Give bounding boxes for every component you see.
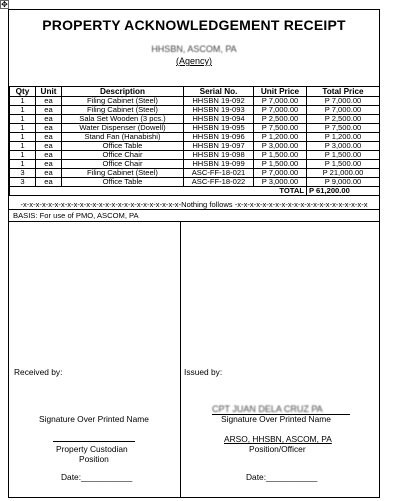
header-serial-no: Serial No. (184, 87, 254, 97)
signature-column-divider (180, 221, 181, 497)
table-row (10, 151, 380, 160)
cell-total-price: P 1,200.00 (307, 133, 380, 142)
total-row (10, 187, 380, 196)
cell-serial-no: HHSBN 19-098 (184, 151, 254, 160)
signature-section-border (9, 221, 379, 222)
cell-unit-price: P 7,500.00 (254, 124, 307, 133)
cell-serial-no: ASC-FF-18-022 (184, 178, 254, 187)
cell-description: Filing Cabinet (Steel) (62, 97, 184, 106)
table-row (10, 133, 380, 142)
cell-description: Sala Set Wooden (3 pcs.) (62, 115, 184, 124)
header-unit: Unit (36, 87, 62, 97)
table-row (10, 124, 380, 133)
cell-serial-no: HHSBN 19-093 (184, 106, 254, 115)
header-qty: Qty (10, 87, 36, 97)
cell-unit: ea (36, 160, 62, 169)
issued-signature-label: Signature Over Printed Name (221, 414, 331, 424)
cell-serial-no: HHSBN 19-099 (184, 160, 254, 169)
basis-text: BASIS: For use of PMO, ASCOM, PA (13, 211, 139, 220)
cell-unit: ea (36, 124, 62, 133)
received-position-line (53, 441, 135, 442)
cell-serial-no: HHSBN 19-094 (184, 115, 254, 124)
cell-description: Stand Fan (Hanabishi) (62, 133, 184, 142)
cell-total-price: P 7,500.00 (307, 124, 380, 133)
items-table (9, 86, 380, 196)
cell-unit-price: P 1,200.00 (254, 133, 307, 142)
cell-qty: 1 (10, 133, 36, 142)
cell-total-price: P 9,000.00 (307, 178, 380, 187)
form-title: PROPERTY ACKNOWLEDGEMENT RECEIPT (42, 17, 346, 33)
cell-description: Office Table (62, 178, 184, 187)
received-position-label: Position (79, 454, 109, 464)
header-description: Description (62, 87, 184, 97)
cell-total-price: P 1,500.00 (307, 151, 380, 160)
cell-description: Office Chair (62, 151, 184, 160)
table-row (10, 106, 380, 115)
cell-unit: ea (36, 97, 62, 106)
table-row (10, 169, 380, 178)
header-total-price: Total Price (307, 87, 380, 97)
cell-total-price: P 1,500.00 (307, 160, 380, 169)
cell-unit: ea (36, 151, 62, 160)
total-label: TOTAL (10, 187, 307, 196)
cell-unit-price: P 3,000.00 (254, 178, 307, 187)
cell-description: Filing Cabinet (Steel) (62, 169, 184, 178)
agency-name: HHSBN, ASCOM, PA (151, 44, 237, 54)
receipt-form (8, 9, 380, 498)
cell-unit-price: P 7,000.00 (254, 169, 307, 178)
table-header-row (10, 87, 380, 97)
table-row (10, 97, 380, 106)
cell-qty: 3 (10, 178, 36, 187)
issued-date: Date:___________ (246, 472, 318, 482)
cell-unit: ea (36, 169, 62, 178)
table-row (10, 178, 380, 187)
cell-description: Office Table (62, 142, 184, 151)
cell-unit-price: P 7,000.00 (254, 106, 307, 115)
items-body (10, 97, 380, 187)
cell-serial-no: ASC-FF-18-021 (184, 169, 254, 178)
received-date: Date:___________ (61, 472, 133, 482)
cell-serial-no: HHSBN 19-092 (184, 97, 254, 106)
cell-unit-price: P 1,500.00 (254, 160, 307, 169)
cell-total-price: P 7,000.00 (307, 106, 380, 115)
agency-label-text: (Agency) (175, 56, 212, 66)
cell-unit: ea (36, 178, 62, 187)
issued-by-heading: Issued by: (184, 367, 223, 377)
cell-total-price: P 2,500.00 (307, 115, 380, 124)
cell-qty: 1 (10, 124, 36, 133)
cell-total-price: P 7,000.00 (307, 97, 380, 106)
cell-unit: ea (36, 106, 62, 115)
table-move-handle-icon[interactable]: ✥ (1, 0, 8, 9)
cell-qty: 1 (10, 142, 36, 151)
cell-total-price: P 21,000.00 (307, 169, 380, 178)
cell-description: Water Dispenser (Dowell) (62, 124, 184, 133)
table-row (10, 160, 380, 169)
cell-total-price: P 3,000.00 (307, 142, 380, 151)
cell-description: Filing Cabinet (Steel) (62, 106, 184, 115)
cell-unit-price: P 3,000.00 (254, 142, 307, 151)
received-by-heading: Received by: (14, 367, 63, 377)
cell-unit-price: P 7,000.00 (254, 97, 307, 106)
issued-signature-name: CPT JUAN DELA CRUZ PA (212, 404, 323, 414)
nothing-follows-line: -x-x-x-x-x-x-x-x-x-x-x-x-x-x-x-x-x-x-x-x-x-x-x-x-x-Nothing follows -x-x-x-x-x-x-x-x-x-x-x-x-x-x-x-x-x-x-x-x-x (9, 200, 379, 210)
cell-unit-price: P 2,500.00 (254, 115, 307, 124)
issued-position-label: Position/Officer (249, 444, 306, 454)
cell-qty: 1 (10, 151, 36, 160)
cell-unit: ea (36, 133, 62, 142)
cell-description: Office Chair (62, 160, 184, 169)
cell-serial-no: HHSBN 19-096 (184, 133, 254, 142)
cell-qty: 1 (10, 160, 36, 169)
total-value: P 61,200.00 (307, 187, 380, 196)
table-row (10, 115, 380, 124)
cell-serial-no: HHSBN 19-097 (184, 142, 254, 151)
agency-caption (9, 56, 379, 66)
cell-unit: ea (36, 142, 62, 151)
received-signature-label: Signature Over Printed Name (39, 414, 149, 424)
cell-qty: 1 (10, 115, 36, 124)
cell-qty: 1 (10, 97, 36, 106)
cell-unit-price: P 1,500.00 (254, 151, 307, 160)
cell-unit: ea (36, 115, 62, 124)
received-position: Property Custodian (56, 444, 128, 454)
cell-serial-no: HHSBN 19-095 (184, 124, 254, 133)
issued-position: ARSO, HHSBN, ASCOM, PA (224, 434, 332, 444)
cell-qty: 1 (10, 106, 36, 115)
table-row (10, 142, 380, 151)
header-unit-price: Unit Price (254, 87, 307, 97)
cell-qty: 3 (10, 169, 36, 178)
